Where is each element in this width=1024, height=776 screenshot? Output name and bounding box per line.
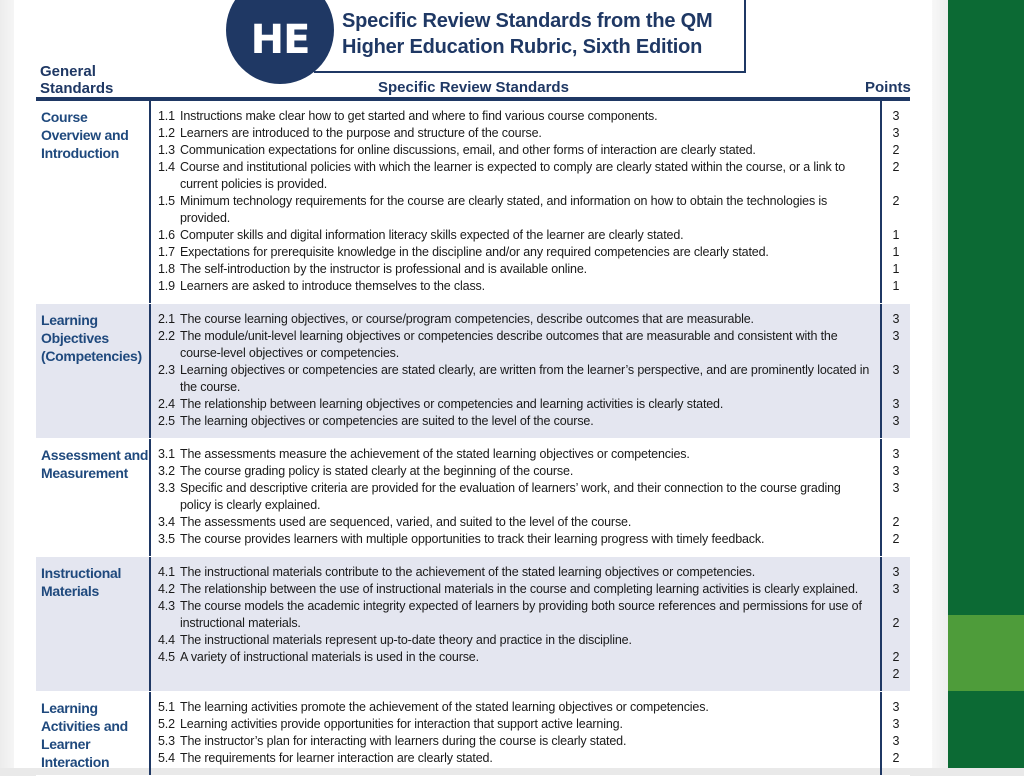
standard-points: 3 <box>892 700 900 714</box>
standard-text: Expectations for prerequisite knowledge in the discipline and/or any required competencies are clearly stated. <box>180 245 769 259</box>
standard-items <box>158 108 874 295</box>
standard-number: 5.4 <box>158 751 175 765</box>
standard-text: The assessments measure the achievement of the stated learning objectives or competencies. <box>180 447 690 461</box>
column-divider <box>880 304 882 438</box>
standard-text: Specific and descriptive criteria are provided for the evaluation of learners’ work, and their connection to the course grading policy is clearly explained. <box>180 481 841 512</box>
standard-item <box>158 108 874 125</box>
standard-section <box>36 692 910 776</box>
standard-number: 2.2 <box>158 329 175 343</box>
standard-item <box>158 716 874 733</box>
standard-points: 3 <box>892 565 900 579</box>
column-divider <box>149 692 151 775</box>
standard-text: The course models the academic integrity expected of learners by providing both source references and permissions for use of instructional materials. <box>180 599 862 630</box>
standard-points: 2 <box>892 616 900 630</box>
standard-item <box>158 193 874 227</box>
standard-item <box>158 699 874 716</box>
standard-points: 3 <box>892 717 900 731</box>
standard-number: 1.2 <box>158 126 175 140</box>
standard-points: 2 <box>892 667 900 681</box>
general-standard-name: Learning Objectives (Competencies) <box>41 312 142 364</box>
standard-item <box>158 362 874 396</box>
standard-item <box>158 564 874 581</box>
standard-points: 3 <box>892 481 900 495</box>
standard-item <box>158 125 874 142</box>
standard-item <box>158 649 874 666</box>
column-divider <box>880 101 882 303</box>
standard-number: 5.2 <box>158 717 175 731</box>
standard-number: 4.3 <box>158 599 175 613</box>
standard-points: 3 <box>892 414 900 428</box>
accent-bar-light-green <box>948 615 1024 691</box>
standard-number: 4.4 <box>158 633 175 647</box>
general-standard-name: Assessment and Measurement <box>41 447 149 481</box>
general-standard-name: Course Overview and Introduction <box>41 109 129 161</box>
standard-points: 1 <box>892 245 900 259</box>
standard-text: Course and institutional policies with which the learner is expected to comply are clearly stated within the course, or a link to current policies is provided. <box>180 160 846 191</box>
standard-items <box>158 699 874 767</box>
standard-text: Minimum technology requirements for the course are clearly stated, and information on how to obtain the technologies is provided. <box>180 194 828 225</box>
standard-number: 3.5 <box>158 532 175 546</box>
standard-points: 2 <box>892 160 900 174</box>
standard-text: The course provides learners with multiple opportunities to track their learning progress with timely feedback. <box>180 532 765 546</box>
standard-item <box>158 531 874 548</box>
column-divider <box>149 439 151 556</box>
accent-bar-bottom-green <box>948 691 1024 768</box>
standard-section <box>36 101 910 304</box>
standard-text: Computer skills and digital information literacy skills expected of the learner are clearly stated. <box>180 228 684 242</box>
standard-item <box>158 733 874 750</box>
standard-item <box>158 581 874 598</box>
standard-points: 3 <box>892 109 900 123</box>
standard-number: 1.9 <box>158 279 175 293</box>
standard-points: 3 <box>892 312 900 326</box>
standard-item <box>158 480 874 514</box>
standard-text: The instructional materials contribute to the achievement of the stated learning objectives or competencies. <box>180 565 756 579</box>
standard-text: A variety of instructional materials is used in the course. <box>180 650 479 664</box>
standard-points: 1 <box>892 262 900 276</box>
rubric-document <box>14 0 932 768</box>
standard-number: 3.3 <box>158 481 175 495</box>
standard-section <box>36 557 910 692</box>
standard-number: 1.8 <box>158 262 175 276</box>
standard-item <box>158 514 874 531</box>
column-header-specific-standards: Specific Review Standards <box>378 79 569 96</box>
standard-item <box>158 632 874 649</box>
standard-points: 2 <box>892 143 900 157</box>
standard-number: 3.1 <box>158 447 175 461</box>
standard-points: 3 <box>892 397 900 411</box>
standard-section <box>36 439 910 557</box>
standard-items <box>158 564 874 666</box>
standard-points: 3 <box>892 447 900 461</box>
accent-bar-dark-green <box>948 0 1024 615</box>
standard-points: 1 <box>892 228 900 242</box>
standard-text: The assessments used are sequenced, varied, and suited to the level of the course. <box>180 515 632 529</box>
standard-item <box>158 278 874 295</box>
standard-text: The instructor’s plan for interacting with learners during the course is clearly stated. <box>180 734 627 748</box>
standard-number: 2.3 <box>158 363 175 377</box>
standard-text: The self-introduction by the instructor is professional and is available online. <box>180 262 587 276</box>
standard-text: The course grading policy is stated clearly at the beginning of the course. <box>180 464 574 478</box>
standard-text: The relationship between the use of instructional materials in the course and completing learning activities is clearly explained. <box>180 582 859 596</box>
standard-text: The module/unit-level learning objectives or competencies describe outcomes that are measurable and consistent with the course-level objectives or competencies. <box>180 329 838 360</box>
standard-item <box>158 311 874 328</box>
column-header-general-standards: General Standards <box>40 63 114 97</box>
column-divider <box>880 439 882 556</box>
standard-text: Learners are introduced to the purpose and structure of the course. <box>180 126 542 140</box>
standard-number: 2.5 <box>158 414 175 428</box>
he-badge-text: HE <box>250 17 310 63</box>
standard-item <box>158 142 874 159</box>
standard-number: 1.3 <box>158 143 175 157</box>
standard-text: Communication expectations for online discussions, email, and other forms of interaction are clearly stated. <box>180 143 756 157</box>
standard-section <box>36 304 910 439</box>
column-divider <box>149 304 151 438</box>
standard-points: 3 <box>892 363 900 377</box>
standard-item <box>158 159 874 193</box>
standard-points: 2 <box>892 194 900 208</box>
standard-item <box>158 750 874 767</box>
rubric-table <box>36 101 910 776</box>
standard-items <box>158 446 874 548</box>
standard-number: 2.1 <box>158 312 175 326</box>
general-standard-name: Learning Activities and Learner Interaction <box>41 700 128 770</box>
standard-points: 2 <box>892 650 900 664</box>
standard-text: The learning objectives or competencies are suited to the level of the course. <box>180 414 594 428</box>
standard-text: The requirements for learner interaction are clearly stated. <box>180 751 493 765</box>
standard-text: Learning activities provide opportunities for interaction that support active learning. <box>180 717 623 731</box>
title-line-2: Higher Education Rubric, Sixth Edition <box>342 36 703 58</box>
standard-text: The instructional materials represent up-to-date theory and practice in the discipline. <box>180 633 632 647</box>
standard-points: 2 <box>892 532 900 546</box>
standard-points: 1 <box>892 279 900 293</box>
title-box <box>314 0 746 73</box>
standard-points: 3 <box>892 582 900 596</box>
column-divider <box>149 101 151 303</box>
column-divider <box>880 557 882 691</box>
standard-text: The relationship between learning objectives or competencies and learning activities is clearly stated. <box>180 397 724 411</box>
standard-number: 4.5 <box>158 650 175 664</box>
standard-points: 3 <box>892 464 900 478</box>
general-standard-name: Instructional Materials <box>41 565 122 599</box>
column-divider <box>880 692 882 775</box>
column-divider <box>149 557 151 691</box>
standard-number: 1.7 <box>158 245 175 259</box>
standard-number: 1.4 <box>158 160 175 174</box>
standard-number: 5.3 <box>158 734 175 748</box>
standard-points: 2 <box>892 751 900 765</box>
standard-item <box>158 598 874 632</box>
title-line-1: Specific Review Standards from the QM <box>342 10 713 32</box>
standard-item <box>158 396 874 413</box>
standard-points: 3 <box>892 126 900 140</box>
standard-item <box>158 244 874 261</box>
standard-text: The learning activities promote the achievement of the stated learning objectives or competencies. <box>180 700 709 714</box>
standard-text: Instructions make clear how to get started and where to find various course components. <box>180 109 658 123</box>
standard-text: Learning objectives or competencies are stated clearly, are written from the learner’s perspective, and are prominently located in the course. <box>180 363 870 394</box>
standard-text: Learners are asked to introduce themselves to the class. <box>180 279 485 293</box>
standard-number: 3.2 <box>158 464 175 478</box>
standard-number: 4.2 <box>158 582 175 596</box>
standard-item <box>158 463 874 480</box>
standard-item <box>158 446 874 463</box>
standard-number: 4.1 <box>158 565 175 579</box>
standard-number: 3.4 <box>158 515 175 529</box>
standard-number: 2.4 <box>158 397 175 411</box>
standard-items <box>158 311 874 430</box>
standard-number: 1.5 <box>158 194 175 208</box>
standard-points: 3 <box>892 329 900 343</box>
standard-number: 1.1 <box>158 109 175 123</box>
standard-item <box>158 261 874 278</box>
standard-points: 2 <box>892 515 900 529</box>
standard-text: The course learning objectives, or course/program competencies, describe outcomes that are measurable. <box>180 312 754 326</box>
standard-item <box>158 227 874 244</box>
standard-points: 3 <box>892 734 900 748</box>
standard-item <box>158 328 874 362</box>
standard-number: 5.1 <box>158 700 175 714</box>
column-header-points: Points <box>865 79 911 96</box>
standard-item <box>158 413 874 430</box>
standard-number: 1.6 <box>158 228 175 242</box>
